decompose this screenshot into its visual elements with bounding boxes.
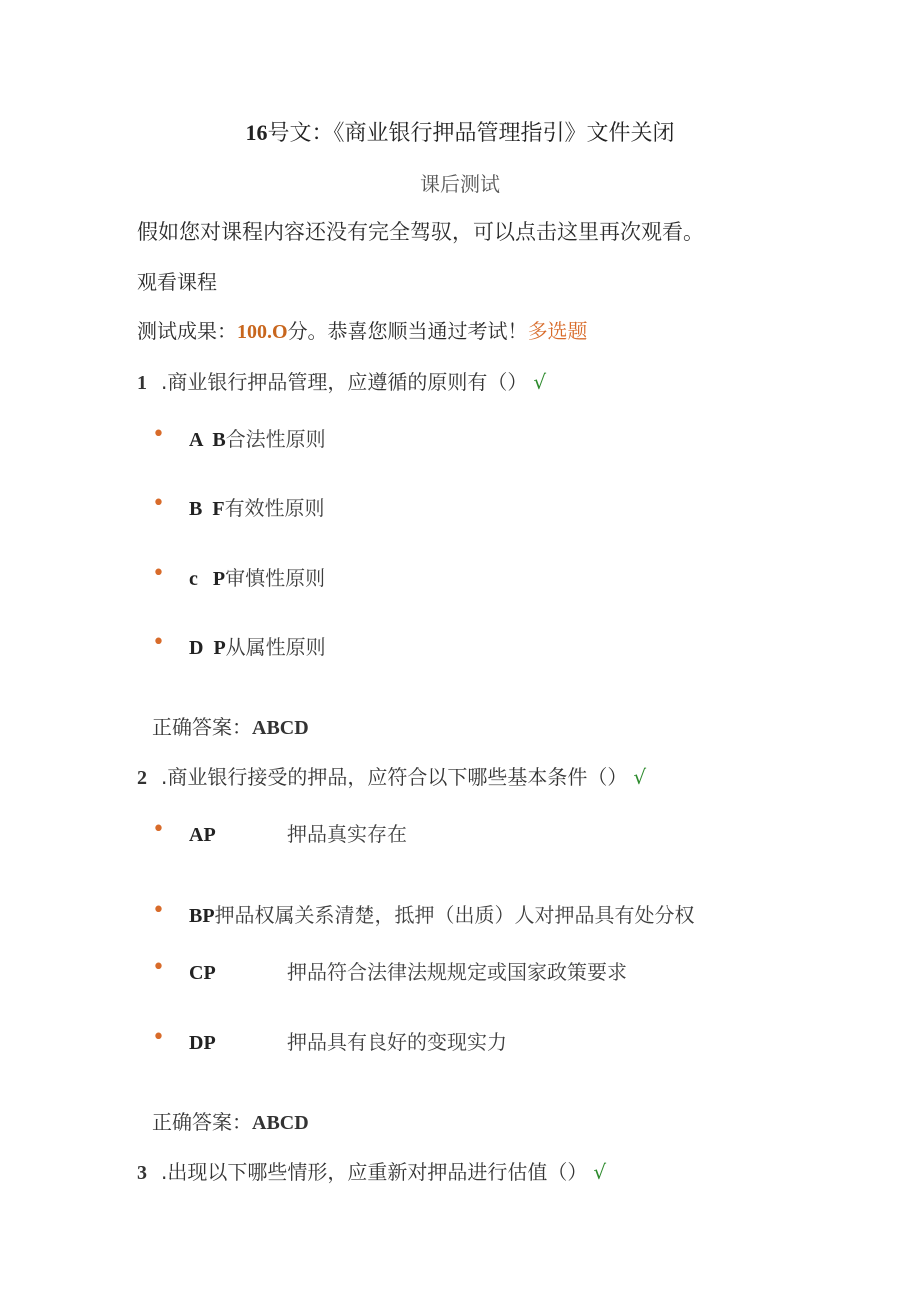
option-key: DP	[189, 1032, 216, 1054]
result-label: 测试成果：	[137, 319, 237, 343]
option-text: 押品符合法律法规规定或国家政策要求	[287, 960, 627, 984]
question-text: .出现以下哪些情形，应重新对押品进行估值（）	[161, 1160, 588, 1184]
question-number: 2	[137, 767, 147, 789]
result-suffix: 分。恭喜您顺当通过考试！	[287, 319, 528, 343]
option-1c[interactable]	[189, 562, 325, 591]
result-score: 100.O	[237, 321, 288, 343]
option-key: AP	[189, 824, 216, 846]
option-text: 从属性原则	[225, 635, 326, 659]
option-text: 审慎性原则	[225, 566, 326, 590]
option-text: 押品真实存在	[287, 822, 407, 846]
option-text: 押品权属关系清楚，抵押（出质）人对押品具有处分权	[214, 903, 695, 927]
option-2c[interactable]	[189, 956, 627, 985]
bullet-icon: •	[152, 1025, 165, 1050]
correct-answer-2	[152, 1106, 309, 1135]
answer-label: 正确答案：	[152, 715, 252, 739]
bullet-icon: •	[152, 630, 165, 655]
option-text: 有效性原则	[224, 496, 325, 520]
intro-text: 假如您对课程内容还没有完全驾驭，可以点击这里再次观看。	[137, 220, 704, 244]
option-text: 合法性原则	[225, 427, 326, 451]
question-type: 多选题	[527, 319, 588, 343]
document-title	[0, 116, 920, 147]
question-text: .商业银行押品管理，应遵循的原则有（）	[161, 370, 528, 394]
option-key: D P	[189, 637, 226, 659]
question-1	[137, 366, 546, 395]
check-icon: √	[533, 370, 547, 394]
title-number: 16	[245, 120, 268, 145]
title-text: 号文：《商业银行押品管理指引》文件关闭	[267, 121, 675, 146]
correct-answer-1	[152, 711, 309, 740]
option-key: B F	[189, 498, 225, 520]
bullet-icon: •	[152, 955, 165, 980]
option-key: BP	[189, 905, 215, 927]
bullet-icon: •	[152, 817, 165, 842]
bullet-icon: •	[152, 561, 165, 586]
option-2d[interactable]	[189, 1026, 507, 1055]
section-subtitle: 课后测试	[420, 172, 500, 196]
bullet-icon: •	[152, 422, 165, 447]
option-text: 押品具有良好的变现实力	[287, 1030, 507, 1054]
watch-course-link[interactable]: 观看课程	[137, 270, 217, 294]
question-3	[137, 1156, 606, 1185]
test-result	[137, 315, 588, 344]
option-1d[interactable]	[189, 631, 326, 660]
option-key: CP	[189, 962, 216, 984]
option-1a[interactable]	[189, 423, 326, 452]
bullet-icon: •	[152, 491, 165, 516]
question-2	[137, 761, 646, 790]
question-text: .商业银行接受的押品，应符合以下哪些基本条件（）	[161, 765, 628, 789]
option-key: c P	[189, 568, 226, 590]
answer-value: ABCD	[252, 717, 309, 739]
option-1b[interactable]	[189, 492, 325, 521]
option-2a[interactable]	[189, 818, 407, 847]
question-number: 3	[137, 1162, 147, 1184]
option-key: A B	[189, 429, 226, 451]
option-2b[interactable]	[189, 899, 695, 928]
question-number: 1	[137, 372, 147, 394]
answer-value: ABCD	[252, 1112, 309, 1134]
check-icon: √	[593, 1160, 607, 1184]
check-icon: √	[633, 765, 647, 789]
answer-label: 正确答案：	[152, 1110, 252, 1134]
bullet-icon: •	[152, 898, 165, 923]
